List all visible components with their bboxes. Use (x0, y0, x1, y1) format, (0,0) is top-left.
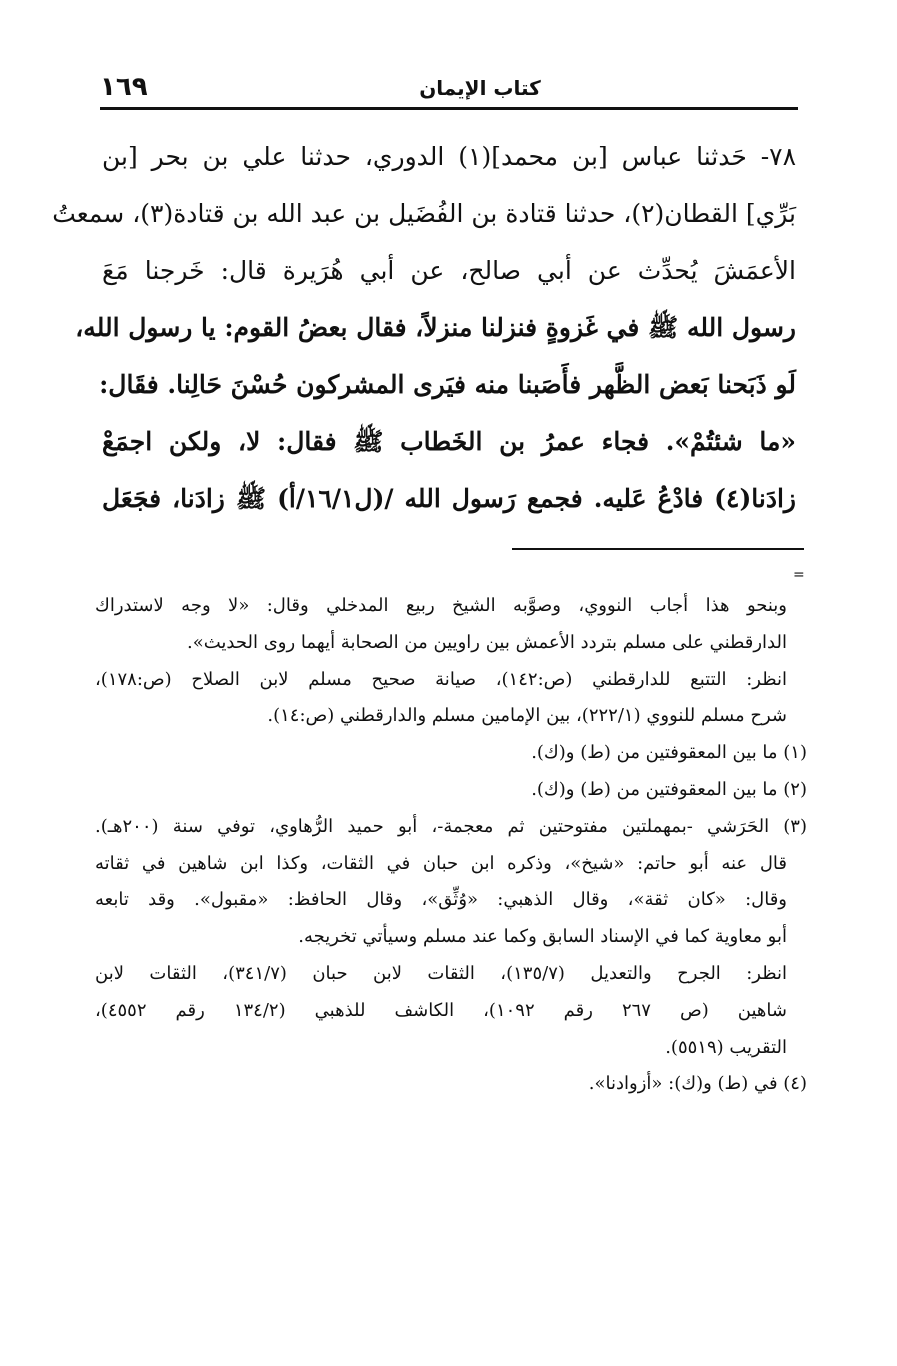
footnotes (95, 588, 807, 1103)
main-text-line: ٧٨- حَدثنا عباس [بن محمد](١) الدوري، حدثنا علي بن بحر [بن (102, 142, 797, 171)
main-text-line: رسول الله ﷺ في غَزوةٍ فنزلنا منزلاً، فقال بعضُ القوم: يا رسول الله، (75, 313, 796, 342)
footnote-line: أبو معاوية كما في الإسناد السابق وكما عند مسلم وسيأتي تخريجه. (298, 926, 787, 948)
main-text-line: الأعمَشَ يُحدِّث عن أبي صالح، عن أبي هُرَيرة قال: خَرجنا مَعَ (102, 256, 796, 285)
footnote-line: شاهين (ص ٢٦٧ رقم ١٠٩٢)، الكاشف للذهبي (١٣٤/٢ رقم ٤٥٥٢)، (95, 999, 787, 1021)
footnote-line: شرح مسلم للنووي (٢٢٢/١)، بين الإمامين مسلم والدارقطني (ص:١٤). (267, 705, 787, 727)
footnote-line: وقال: «كان ثقة»، وقال الذهبي: «وُثِّق»، وقال الحافظ: «مقبول». وقد تابعه (95, 889, 787, 911)
continuation-mark: = (793, 567, 805, 583)
main-text-line: زادَنا(٤) فادْعُ عَليه. فجمع رَسول الله /(ل١٦/١/أ) ﷺ زادَنا، فجَعَل (102, 484, 797, 513)
footnote-line: (٢) ما بين المعقوفتين من (ط) و(ك). (531, 778, 807, 800)
footnote-line: التقريب (٥٥١٩). (665, 1036, 787, 1058)
footnote-line: (١) ما بين المعقوفتين من (ط) و(ك). (531, 742, 807, 764)
main-text-line: «ما شئتُمْ». فجاء عمرُ بن الخَطاب ﷺ فقال: لا، ولكن اجمَعْ (102, 427, 796, 456)
hadith-text (52, 128, 797, 527)
footnote-line: انظر: الجرح والتعديل (١٣٥/٧)، الثقات لابن حبان (٣٤١/٧)، الثقات لابن (95, 962, 788, 984)
footnote-line: وبنحو هذا أجاب النووي، وصوَّبه الشيخ ربيع المدخلي وقال: «لا وجه لاستدراك (95, 595, 787, 616)
main-text-line: لَو ذَبَحنا بَعض الظَّهر فأَصَبنا منه فيَرى المشركون حُسْنَ حَالِنا. فقَال: (99, 370, 796, 399)
page-number: ١٦٩ (100, 72, 148, 102)
page-header (100, 72, 798, 106)
footnote-line: الدارقطني على مسلم بتردد الأعمش بين راويين من الصحابة أيهما روى الحديث». (187, 631, 787, 653)
header-rule (100, 107, 798, 110)
main-text-line: بَرِّي] القطان(٢)، حدثنا قتادة بن الفُضَيل بن عبد الله بن قتادة(٣)، سمعتُ (52, 199, 796, 228)
footnote-line: انظر: التتبع للدارقطني (ص:١٤٢)، صيانة صحيح مسلم لابن الصلاح (ص:١٧٨)، (95, 668, 787, 690)
footnote-separator (512, 548, 804, 550)
footnote-line: (٤) في (ط) و(ك): «أزوادنا». (588, 1073, 807, 1095)
footnote-line: قال عنه أبو حاتم: «شيخ»، وذكره ابن حبان في الثقات، وكذا ابن شاهين في ثقاته (95, 852, 787, 874)
footnote-line: (٣) الحَرَشي -بمهملتين مفتوحتين ثم معجمة-، أبو حميد الرُّهاوي، توفي سنة (٢٠٠هـ). (95, 815, 807, 837)
running-title: كتاب الإيمان (419, 76, 541, 100)
